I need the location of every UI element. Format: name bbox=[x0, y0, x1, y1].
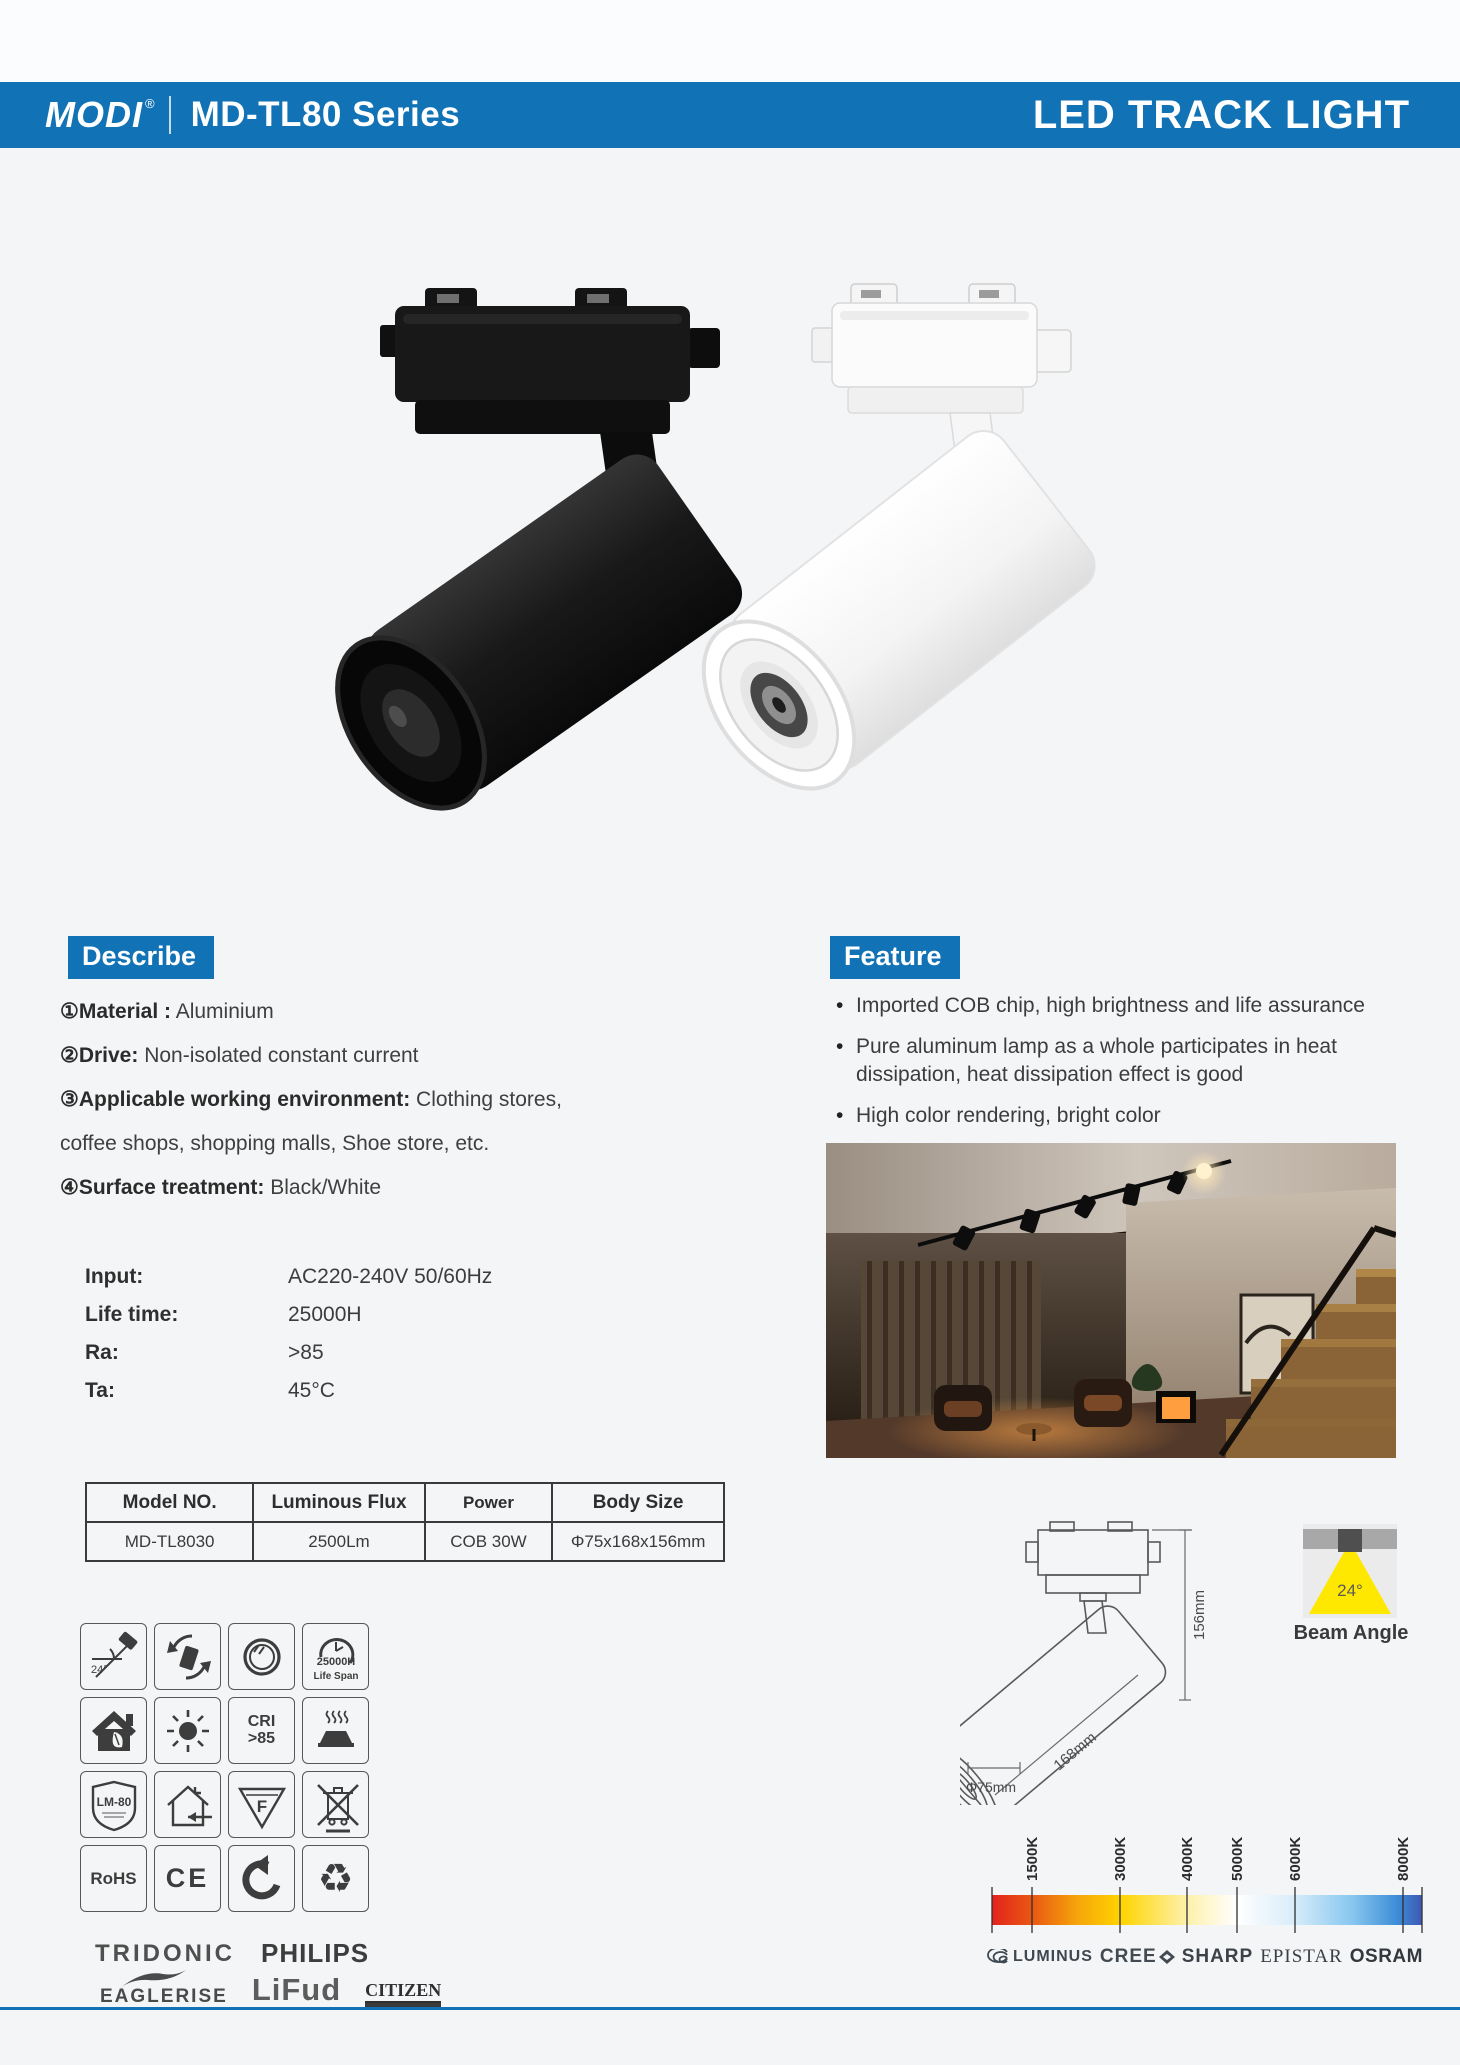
col-power: Power bbox=[425, 1483, 552, 1522]
f-mark-icon bbox=[232, 1775, 292, 1835]
table-row bbox=[86, 1522, 724, 1561]
spec-row bbox=[85, 1334, 645, 1372]
spec-label: Input: bbox=[85, 1265, 144, 1288]
osram-logo: OSRAM bbox=[1349, 1946, 1423, 1967]
describe-line bbox=[60, 990, 562, 1034]
beam-angle-24-icon bbox=[84, 1627, 144, 1687]
describe-line bbox=[60, 1034, 562, 1078]
dimension-drawing bbox=[960, 1500, 1260, 1805]
sharp-logo: SHARP bbox=[1181, 1946, 1254, 1967]
black-track-light bbox=[307, 288, 752, 835]
brightness-icon bbox=[158, 1701, 218, 1761]
icon-cell bbox=[154, 1623, 221, 1690]
icon-cell bbox=[80, 1697, 147, 1764]
describe-line-text: Black/White bbox=[264, 1176, 382, 1199]
feature-badge: Feature bbox=[830, 936, 960, 979]
rohs-icon: RoHS bbox=[90, 1868, 137, 1888]
philips-logo: PHILIPS bbox=[261, 1938, 370, 1968]
describe-badge: Describe bbox=[68, 936, 214, 979]
product-photos bbox=[300, 200, 1150, 880]
spec-value: >85 bbox=[288, 1341, 324, 1364]
table-header-row bbox=[86, 1483, 724, 1522]
top-strip bbox=[0, 0, 1460, 82]
icon-cell bbox=[228, 1623, 295, 1690]
eco-house-icon bbox=[84, 1701, 144, 1761]
feature-item: • High color rendering, bright color bbox=[832, 1102, 1397, 1130]
cell-model: MD-TL8030 bbox=[86, 1522, 253, 1561]
svg-text:1500K: 1500K bbox=[1024, 1836, 1041, 1881]
feature-section bbox=[830, 936, 960, 979]
col-model: Model NO. bbox=[86, 1483, 253, 1522]
epistar-logo: EPISTAR bbox=[1260, 1946, 1343, 1967]
application-photo bbox=[826, 1143, 1396, 1458]
cct-gradient-bar bbox=[992, 1895, 1422, 1925]
driver-brands-row2 bbox=[100, 1972, 441, 2008]
ce-mark-icon: CE bbox=[165, 1863, 210, 1894]
svg-text:8000K: 8000K bbox=[1395, 1836, 1412, 1881]
describe-section bbox=[68, 936, 214, 979]
svg-text:6000K: 6000K bbox=[1287, 1836, 1304, 1881]
beam-angle-graphic bbox=[1303, 1524, 1397, 1618]
spec-row bbox=[85, 1372, 645, 1410]
registered-mark: ® bbox=[145, 95, 155, 111]
green-dot-icon bbox=[232, 1849, 292, 1909]
icon-cell bbox=[228, 1845, 295, 1912]
describe-line bbox=[60, 1122, 562, 1166]
brand-logo bbox=[45, 94, 153, 136]
describe-list bbox=[60, 990, 562, 1210]
cell-power: COB 30W bbox=[425, 1522, 552, 1561]
describe-line-text: Aluminium bbox=[171, 1000, 274, 1023]
icon-cell bbox=[302, 1697, 369, 1764]
spec-value: AC220-240V 50/60Hz bbox=[288, 1265, 493, 1288]
describe-line-bold: ③Applicable working environment: bbox=[60, 1088, 411, 1111]
lifespan-icon bbox=[306, 1627, 366, 1687]
icon-cell bbox=[154, 1771, 221, 1838]
cell-size: Φ75x168x156mm bbox=[552, 1522, 724, 1561]
white-track-light bbox=[673, 284, 1105, 817]
feature-list bbox=[832, 992, 1397, 1143]
color-temperature-scale bbox=[985, 1795, 1430, 1940]
svg-text:4000K: 4000K bbox=[1179, 1836, 1196, 1881]
svg-text:5000K: 5000K bbox=[1229, 1836, 1246, 1881]
icon-cell bbox=[80, 1623, 147, 1690]
spec-label: Ra: bbox=[85, 1341, 119, 1364]
indoor-use-icon bbox=[158, 1775, 218, 1835]
citizen-logo: CITIZEN bbox=[365, 1980, 441, 2008]
footer-rule bbox=[0, 2007, 1460, 2010]
brand-name: MODI bbox=[45, 94, 143, 135]
eagle-swoosh-icon bbox=[118, 1968, 188, 1990]
describe-line-text: Clothing stores, bbox=[410, 1088, 562, 1111]
dim-height-label: 156mm bbox=[1191, 1589, 1208, 1641]
spec-row bbox=[85, 1296, 645, 1334]
spec-value: 45°C bbox=[288, 1379, 335, 1402]
icon-cell bbox=[80, 1771, 147, 1838]
cree-logo: CREE bbox=[1100, 1946, 1175, 1968]
icon-cell bbox=[154, 1845, 221, 1912]
cree-arrow-icon bbox=[1159, 1950, 1175, 1964]
beam-angle-label: Beam Angle bbox=[1293, 1622, 1409, 1644]
cob-ring-icon bbox=[232, 1627, 292, 1687]
svg-text:Life Span: Life Span bbox=[312, 1670, 359, 1682]
cell-flux: 2500Lm bbox=[253, 1522, 424, 1561]
header-divider bbox=[169, 96, 171, 134]
svg-text:F: F bbox=[256, 1796, 267, 1816]
cri-icon: CRI >85 bbox=[247, 1712, 276, 1747]
feature-item: • Imported COB chip, high brightness and life assurance bbox=[832, 992, 1397, 1020]
describe-line-bold: ①Material : bbox=[60, 1000, 172, 1023]
weee-icon bbox=[306, 1775, 366, 1835]
icon-cell bbox=[302, 1845, 369, 1912]
dim-diameter-label: Φ75mm bbox=[966, 1779, 1017, 1795]
luminus-swoosh-icon bbox=[985, 1949, 1009, 1965]
svg-text:3000K: 3000K bbox=[1112, 1836, 1129, 1881]
icon-cell bbox=[154, 1697, 221, 1764]
icon-cell bbox=[80, 1845, 147, 1912]
describe-line bbox=[60, 1078, 562, 1122]
heat-dissipation-icon bbox=[306, 1701, 366, 1761]
spec-value: 25000H bbox=[288, 1303, 362, 1326]
lifud-logo: LiFud bbox=[251, 1972, 342, 2007]
cct-labels bbox=[1024, 1837, 1412, 1881]
describe-line bbox=[60, 1166, 562, 1210]
icon-cell bbox=[302, 1623, 369, 1690]
beam-cone-icon bbox=[1303, 1524, 1397, 1618]
icon-cell bbox=[228, 1697, 295, 1764]
product-title: LED TRACK LIGHT bbox=[1032, 92, 1410, 137]
rotation-icon bbox=[158, 1627, 218, 1687]
series-title: MD-TL80 Series bbox=[190, 95, 461, 134]
luminus-logo: LUMINUS bbox=[985, 1948, 1093, 1966]
tridonic-logo: TRIDONIC bbox=[95, 1939, 235, 1967]
feature-item: • Pure aluminum lamp as a whole participates in heat dissipation, heat dissipation effect is good bbox=[832, 1033, 1397, 1089]
spec-label: Life time: bbox=[85, 1303, 179, 1326]
beam-angle-value: 24° bbox=[1337, 1581, 1363, 1600]
driver-brands-row1 bbox=[95, 1938, 369, 1969]
recycle-icon: ♻ bbox=[317, 1856, 354, 1901]
header-bar bbox=[0, 82, 1460, 148]
specs-block bbox=[85, 1258, 645, 1410]
svg-text:25000H: 25000H bbox=[316, 1655, 355, 1668]
icon-cell bbox=[302, 1771, 369, 1838]
model-table bbox=[85, 1482, 725, 1562]
chip-brands-row bbox=[985, 1946, 1423, 1968]
icon-cell bbox=[228, 1771, 295, 1838]
icon-grid bbox=[80, 1623, 369, 1912]
lm80-icon bbox=[84, 1775, 144, 1835]
describe-line-bold: ④Surface treatment: bbox=[60, 1176, 265, 1199]
svg-text:LM-80: LM-80 bbox=[96, 1794, 131, 1809]
eaglerise-logo: EAGLERISE bbox=[100, 1986, 228, 2008]
describe-line-text: coffee shops, shopping malls, Shoe store, etc. bbox=[60, 1132, 490, 1155]
spec-label: Ta: bbox=[85, 1379, 115, 1402]
col-size: Body Size bbox=[552, 1483, 724, 1522]
svg-text:24°: 24° bbox=[90, 1663, 108, 1676]
describe-line-text: Non-isolated constant current bbox=[138, 1044, 419, 1067]
dim-length-label: 168mm bbox=[1050, 1728, 1100, 1775]
spec-row bbox=[85, 1258, 645, 1296]
describe-line-bold: ②Drive: bbox=[60, 1044, 139, 1067]
col-flux: Luminous Flux bbox=[253, 1483, 424, 1522]
